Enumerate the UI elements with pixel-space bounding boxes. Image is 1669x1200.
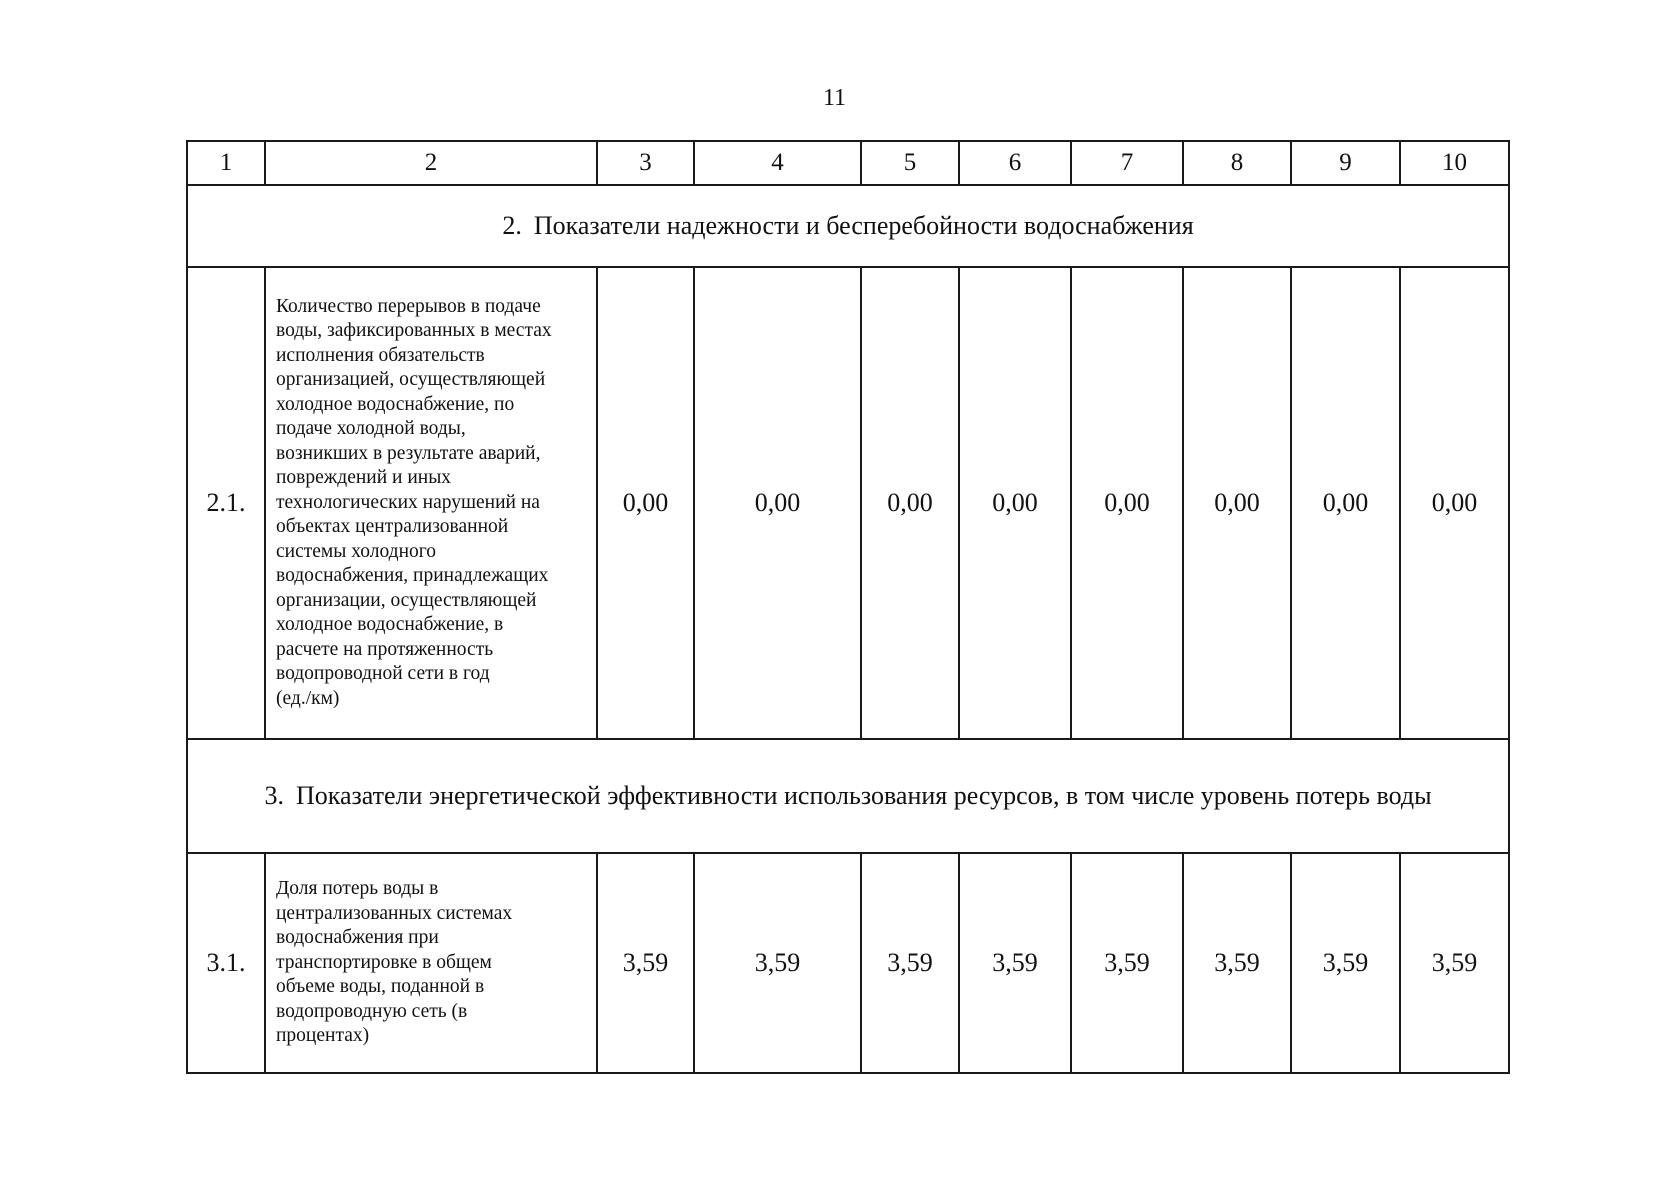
column-number: 5 [861, 141, 959, 185]
description-line: воды, зафиксированных в местах [276, 320, 552, 342]
description-line: системы холодного [276, 540, 437, 562]
value-cell: 3,59 [861, 853, 959, 1073]
section-heading-row [187, 185, 1509, 267]
column-number: 9 [1291, 141, 1400, 185]
column-number: 3 [597, 141, 694, 185]
description-line: (ед./км) [276, 687, 340, 709]
column-number: 4 [694, 141, 861, 185]
section-heading [187, 739, 1509, 853]
value-cell: 3,59 [694, 853, 861, 1073]
value-cell: 3,59 [1071, 853, 1183, 1073]
value-cell: 0,00 [1291, 267, 1400, 739]
column-number: 6 [959, 141, 1071, 185]
table-row [187, 267, 1509, 739]
column-number: 8 [1183, 141, 1291, 185]
value-cell: 0,00 [1183, 267, 1291, 739]
description-line: холодное водоснабжение, по [276, 393, 515, 415]
value-cell: 3,59 [597, 853, 694, 1073]
section-title: Показатели надежности и бесперебойности водоснабжения [533, 211, 1194, 240]
page-number: 11 [822, 85, 847, 111]
description-line: организации, осуществляющей [276, 589, 537, 611]
description-line: возникших в результате аварий, [276, 442, 541, 464]
column-number: 7 [1071, 141, 1183, 185]
row-number: 3.1. [187, 853, 265, 1073]
description-line: водопроводную сеть (в [276, 1000, 468, 1022]
section-number: 3. [264, 781, 284, 810]
value-cell: 0,00 [1071, 267, 1183, 739]
column-number-row [187, 141, 1509, 185]
value-cell: 3,59 [1291, 853, 1400, 1073]
indicator-description [265, 267, 597, 739]
value-cell: 0,00 [1400, 267, 1509, 739]
section-heading-row [187, 739, 1509, 853]
description-line: подаче холодной воды, [276, 418, 466, 440]
section-number: 2. [502, 211, 522, 240]
column-number: 2 [265, 141, 597, 185]
value-cell: 3,59 [959, 853, 1071, 1073]
section-title: Показатели энергетической эффективности использования ресурсов, в том числе уровень потерь воды [295, 781, 1432, 810]
value-cell: 0,00 [694, 267, 861, 739]
table-row [187, 853, 1509, 1073]
description-line: Количество перерывов в подаче [276, 295, 541, 317]
description-line: технологических нарушений на [276, 491, 540, 513]
description-line: водоснабжения, принадлежащих [276, 565, 549, 587]
row-number: 2.1. [187, 267, 265, 739]
description-line: исполнения обязательств [276, 344, 485, 366]
section-heading [187, 185, 1509, 267]
description-line: холодное водоснабжение, в [276, 614, 504, 636]
value-cell: 3,59 [1400, 853, 1509, 1073]
description-line: водоснабжения при [276, 927, 439, 949]
value-cell: 0,00 [597, 267, 694, 739]
description-line: процентах) [276, 1025, 370, 1047]
indicators-table [186, 140, 1510, 1074]
column-number: 10 [1400, 141, 1509, 185]
description-line: организацией, осуществляющей [276, 369, 546, 391]
value-cell: 0,00 [861, 267, 959, 739]
description-line: транспортировке в общем [276, 951, 492, 973]
description-line: расчете на протяженность [276, 638, 494, 660]
value-cell: 0,00 [959, 267, 1071, 739]
description-line: объектах централизованной [276, 516, 509, 538]
description-line: водопроводной сети в год [276, 663, 490, 685]
column-number: 1 [187, 141, 265, 185]
description-line: объеме воды, поданной в [276, 976, 485, 998]
description-line: повреждений и иных [276, 467, 452, 489]
description-line: Доля потерь воды в [276, 878, 439, 900]
indicator-description [265, 853, 597, 1073]
value-cell: 3,59 [1183, 853, 1291, 1073]
description-line: централизованных системах [276, 902, 513, 924]
